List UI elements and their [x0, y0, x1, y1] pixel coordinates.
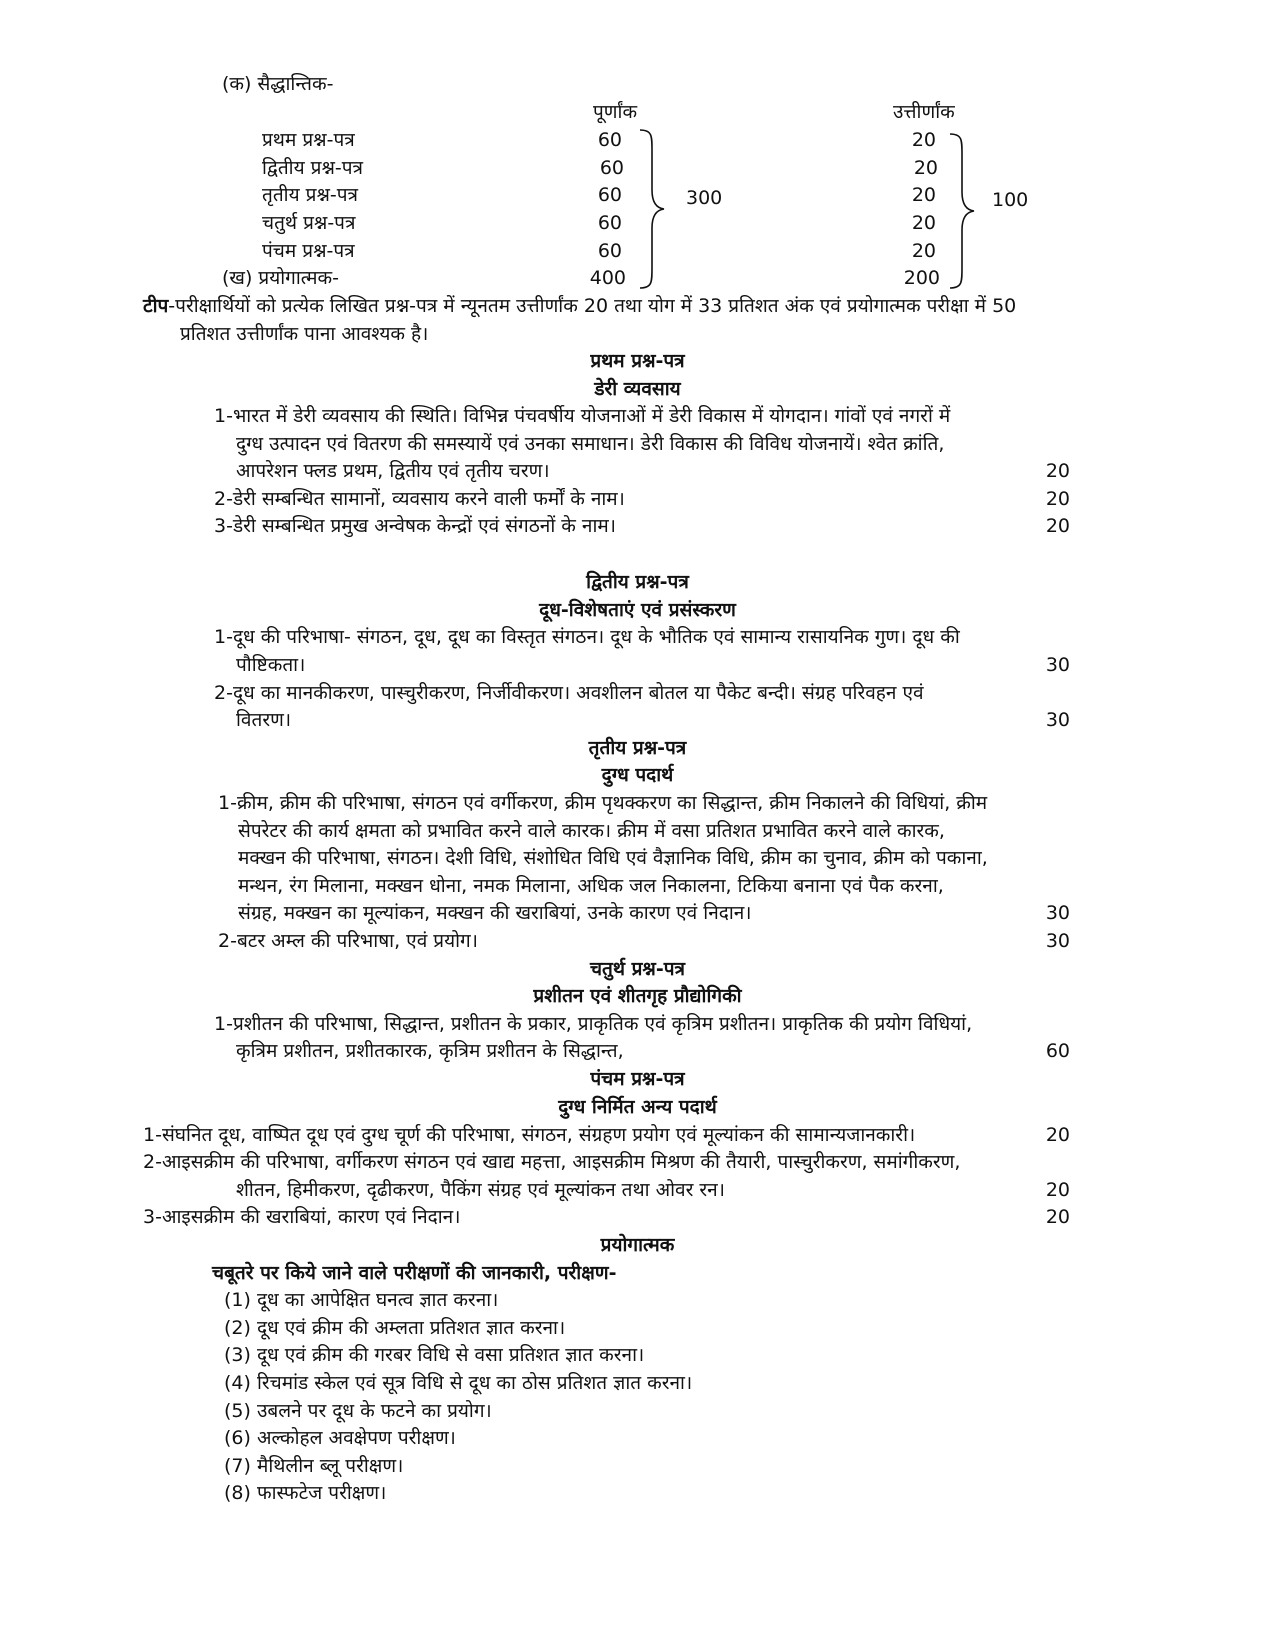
- marks-row-pass: 20: [911, 129, 936, 151]
- practical-item: (2) दूध एवं क्रीम की अम्लता प्रतिशत ज्ञात करना।: [224, 1317, 566, 1339]
- practical-title: प्रयोगात्मक: [600, 1234, 675, 1256]
- marks-row-full: 60: [597, 129, 622, 151]
- marks-row-pass: 20: [911, 240, 936, 262]
- paper2-item2-line1: 2-दूध का मानकीकरण, पास्चुरीकरण, निर्जीवीकरण। अवशीलन बोतल या पैकेट बन्दी। संग्रह परिवहन एवं: [214, 682, 924, 704]
- brace-pass-marks: [948, 132, 978, 290]
- practical-item: (5) उबलने पर दूध के फटने का प्रयोग।: [224, 1400, 492, 1422]
- paper1-item3-marks: 20: [1045, 515, 1070, 537]
- paper1-item1-line1: 1-भारत में डेरी व्यवसाय की स्थिति। विभिन्न पंचवर्षीय योजनाओं में डेरी विकास में योगदान। गांवों एवं नगरों में: [214, 405, 951, 427]
- paper5-title: पंचम प्रश्न-पत्र: [590, 1068, 685, 1090]
- paper1-item3-line1: 3-डेरी सम्बन्धित प्रमुख अन्वेषक केन्द्रों एवं संगठनों के नाम।: [214, 515, 616, 537]
- marks-row-pass: 20: [911, 212, 936, 234]
- paper3-title: तृतीय प्रश्न-पत्र: [588, 737, 687, 759]
- practical-item: (3) दूध एवं क्रीम की गरबर विधि से वसा प्रतिशत ज्ञात करना।: [224, 1344, 645, 1366]
- paper3-item1-line5: संग्रह, मक्खन का मूल्यांकन, मक्खन की खराबियां, उनके कारण एवं निदान।: [238, 902, 752, 924]
- paper1-subject: डेरी व्यवसाय: [594, 378, 681, 400]
- paper2-subject: दूध-विशेषताएं एवं प्रसंस्करण: [539, 599, 736, 621]
- note-text: -परीक्षार्थियों को प्रत्येक लिखित प्रश्न-पत्र में न्यूनतम उत्तीर्णांक 20 तथा योग में 33 प्रतिशत अंक एवं प्रयोगात्मक परीक्षा में 50: [168, 295, 1017, 317]
- paper2-item2-marks: 30: [1045, 709, 1070, 731]
- total-pass-marks: 100: [992, 189, 1029, 211]
- paper1-item2-marks: 20: [1045, 488, 1070, 510]
- paper3-item1-line2: सेपरेटर की कार्य क्षमता को प्रभावित करने वाले कारक। क्रीम में वसा प्रतिशत प्रभावित करने वाले कारक,: [238, 820, 945, 842]
- paper1-item1-line2: दुग्ध उत्पादन एवं वितरण की समस्यायें एवं उनका समाधान। डेरी विकास की विविध योजनायें। श्वेत क्रांति,: [236, 433, 945, 455]
- total-full-marks: 300: [686, 187, 723, 209]
- practical-subtitle: चबूतरे पर किये जाने वाले परीक्षणों की जानकारी, परीक्षण-: [212, 1262, 617, 1284]
- paper5-item3-marks: 20: [1045, 1206, 1070, 1228]
- marks-row-paper: पंचम प्रश्न-पत्र: [262, 240, 355, 262]
- paper2-title: द्वितीय प्रश्न-पत्र: [586, 571, 689, 593]
- note-label: टीप: [143, 295, 169, 317]
- marks-row-full: 400: [589, 267, 626, 289]
- paper5-item1-line1: 1-संघनित दूध, वाष्पित दूध एवं दुग्ध चूर्ण की परिभाषा, संगठन, संग्रहण प्रयोग एवं मूल्यांकन की सामान्यजानकारी।: [143, 1124, 916, 1146]
- practical-item: (1) दूध का आपेक्षित घनत्व ज्ञात करना।: [224, 1289, 499, 1311]
- paper2-item1-marks: 30: [1045, 654, 1070, 676]
- paper5-subject: दुग्ध निर्मित अन्य पदार्थ: [558, 1096, 717, 1118]
- paper3-item1-line4: मन्थन, रंग मिलाना, मक्खन धोना, नमक मिलाना, अधिक जल निकालना, टिकिया बनाना एवं पैक करना,: [238, 875, 944, 897]
- marks-row-full: 60: [597, 184, 622, 206]
- paper3-item1-marks: 30: [1045, 902, 1070, 924]
- practical-item: (8) फास्फटेज परीक्षण।: [224, 1482, 387, 1504]
- col-pass-marks: उत्तीर्णांक: [893, 101, 955, 123]
- paper2-item1-line2: पौष्टिकता।: [236, 654, 306, 676]
- practical-item: (6) अल्कोहल अवक्षेपण परीक्षण।: [224, 1427, 456, 1449]
- paper4-subject: प्रशीतन एवं शीतगृह प्रौद्योगिकी: [533, 985, 742, 1007]
- marks-row-full: 60: [597, 240, 622, 262]
- paper3-item2-line1: 2-बटर अम्ल की परिभाषा, एवं प्रयोग।: [218, 930, 478, 952]
- marks-row-paper: चतुर्थ प्रश्न-पत्र: [262, 212, 356, 234]
- paper3-item1-line3: मक्खन की परिभाषा, संगठन। देशी विधि, संशोधित विधि एवं वैज्ञानिक विधि, क्रीम का चुनाव, क्रीम को पकाना,: [238, 847, 988, 869]
- practical-item: (4) रिचमांड स्केल एवं सूत्र विधि से दूध का ठोस प्रतिशत ज्ञात करना।: [224, 1372, 693, 1394]
- theory-heading: (क) सैद्धान्तिक-: [222, 73, 334, 95]
- paper4-item1-line2: कृत्रिम प्रशीतन, प्रशीतकारक, कृत्रिम प्रशीतन के सिद्धान्त,: [236, 1040, 624, 1062]
- paper3-subject: दुग्ध पदार्थ: [601, 764, 674, 786]
- paper5-item2-line2: शीतन, हिमीकरण, दृढीकरण, पैकिंग संग्रह एवं मूल्यांकन तथा ओवर रन।: [236, 1179, 725, 1201]
- paper5-item1-marks: 20: [1045, 1124, 1070, 1146]
- marks-row-paper: द्वितीय प्रश्न-पत्र: [262, 157, 364, 179]
- marks-row-paper: तृतीय प्रश्न-पत्र: [262, 184, 359, 206]
- marks-row-paper: (ख) प्रयोगात्मक-: [222, 267, 339, 289]
- paper1-item1-marks: 20: [1045, 460, 1070, 482]
- paper5-item2-line1: 2-आइसक्रीम की परिभाषा, वर्गीकरण संगठन एवं खाद्य महत्ता, आइसक्रीम मिश्रण की तैयारी, पास्चुरीकरण, समांगीकरण,: [143, 1151, 961, 1173]
- marks-row-pass: 200: [903, 267, 940, 289]
- brace-full-marks: [638, 128, 668, 290]
- marks-row-paper: प्रथम प्रश्न-पत्र: [262, 129, 355, 151]
- paper1-item2-line1: 2-डेरी सम्बन्धित सामानों, व्यवसाय करने वाली फर्मों के नाम।: [214, 488, 625, 510]
- paper1-item1-line3: आपरेशन फ्लड प्रथम, द्वितीय एवं तृतीय चरण।: [236, 460, 550, 482]
- paper3-item1-line1: 1-क्रीम, क्रीम की परिभाषा, संगठन एवं वर्गीकरण, क्रीम पृथक्करण का सिद्धान्त, क्रीम निकालने की विधियां, क्रीम: [218, 792, 988, 814]
- paper3-item2-marks: 30: [1045, 930, 1070, 952]
- paper4-title: चतुर्थ प्रश्न-पत्र: [589, 958, 686, 980]
- paper1-title: प्रथम प्रश्न-पत्र: [590, 350, 685, 372]
- paper4-item1-line1: 1-प्रशीतन की परिभाषा, सिद्धान्त, प्रशीतन के प्रकार, प्राकृतिक एवं कृत्रिम प्रशीतन। प्राकृतिक की प्रयोग विधियां,: [214, 1013, 973, 1035]
- paper2-item1-line1: 1-दूध की परिभाषा- संगठन, दूध, दूध का विस्तृत संगठन। दूध के भौतिक एवं सामान्य रासायनिक गुण। दूध की: [214, 626, 960, 648]
- paper5-item2-marks: 20: [1045, 1179, 1070, 1201]
- paper2-item2-line2: वितरण।: [236, 709, 292, 731]
- marks-row-pass: 20: [913, 157, 938, 179]
- note-line-1: [143, 292, 1016, 320]
- marks-row-full: 60: [599, 157, 624, 179]
- paper4-item1-marks: 60: [1045, 1040, 1070, 1062]
- paper5-item3-line1: 3-आइसक्रीम की खराबियां, कारण एवं निदान।: [143, 1206, 461, 1228]
- practical-item: (7) मैथिलीन ब्लू परीक्षण।: [224, 1455, 404, 1477]
- marks-row-full: 60: [597, 212, 622, 234]
- note-line-2: प्रतिशत उत्तीर्णांक पाना आवश्यक है।: [180, 323, 429, 345]
- marks-row-pass: 20: [911, 184, 936, 206]
- col-full-marks: पूर्णांक: [593, 101, 638, 123]
